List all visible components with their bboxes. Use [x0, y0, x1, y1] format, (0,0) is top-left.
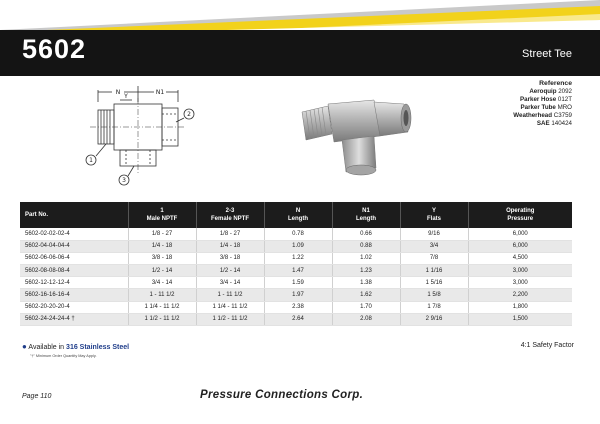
table-cell: 7/8 — [400, 252, 468, 264]
table-cell: 1 1/4 - 11 1/2 — [196, 301, 264, 313]
column-header-female-nptf: 2-3 Female NPTF — [196, 202, 264, 228]
table-cell: 0.66 — [332, 228, 400, 240]
table-cell: 3/8 - 18 — [128, 252, 196, 264]
table-cell: 1/2 - 14 — [128, 265, 196, 277]
table-cell: 1.47 — [264, 265, 332, 277]
availability-note — [22, 342, 129, 351]
table-cell: 3/4 - 14 — [128, 277, 196, 289]
table-cell: 3/8 - 18 — [196, 252, 264, 264]
table-cell: 0.88 — [332, 240, 400, 252]
callout-3-label: 3 — [122, 177, 126, 184]
table-cell: 1.23 — [332, 265, 400, 277]
table-cell: 1 1/16 — [400, 265, 468, 277]
table-cell: 1.59 — [264, 277, 332, 289]
safety-factor-note: 4:1 Safety Factor — [520, 342, 574, 349]
availability-prefix: Available in — [28, 344, 65, 351]
table-cell: 1 7/8 — [400, 301, 468, 313]
table-cell: 2 9/16 — [400, 313, 468, 325]
reference-row: Parker Hose 012T — [520, 96, 572, 103]
table-row — [20, 228, 572, 240]
company-name: Pressure Connections Corp. — [200, 389, 364, 401]
reference-row: Aeroquip 2092 — [529, 88, 572, 95]
table-cell: 1/4 - 18 — [128, 240, 196, 252]
street-tee-product-photo — [296, 92, 414, 178]
table-cell: 5602-12-12-12-4 — [20, 277, 128, 289]
column-header-operating-pressure: Operating Pressure — [468, 202, 572, 228]
column-header-n-length: N Length — [264, 202, 332, 228]
table-cell: 5602-04-04-04-4 — [20, 240, 128, 252]
column-header-male-nptf: 1 Male NPTF — [128, 202, 196, 228]
table-cell: 1 5/8 — [400, 289, 468, 301]
reference-row: Weatherhead C3759 — [513, 112, 572, 119]
table-row — [20, 265, 572, 277]
table-cell: 5602-08-08-08-4 — [20, 265, 128, 277]
table-cell: 5602-06-06-06-4 — [20, 252, 128, 264]
table-row — [20, 289, 572, 301]
table-row — [20, 252, 572, 264]
table-cell: 1,800 — [468, 301, 572, 313]
table-cell: 6,000 — [468, 228, 572, 240]
table-cell: 2.08 — [332, 313, 400, 325]
table-cell: 1 5/16 — [400, 277, 468, 289]
table-cell: 1 1/2 - 11 1/2 — [128, 313, 196, 325]
reference-title: Reference — [539, 80, 572, 87]
specification-table — [20, 202, 572, 326]
street-tee-technical-drawing — [76, 82, 226, 187]
dimension-y-label: Y — [124, 93, 128, 100]
minimum-order-footnote: "†" Minimum Order Quantity May Apply. — [30, 354, 97, 358]
table-cell: 5602-16-16-16-4 — [20, 289, 128, 301]
table-row — [20, 277, 572, 289]
table-cell: 2.38 — [264, 301, 332, 313]
bullet-icon: ● — [22, 342, 27, 351]
table-row — [20, 301, 572, 313]
dimension-n-label: N — [115, 89, 121, 96]
table-cell: 3/4 - 14 — [196, 277, 264, 289]
table-cell: 1 - 11 1/2 — [196, 289, 264, 301]
table-cell: 3,000 — [468, 265, 572, 277]
page-number: Page 110 — [22, 393, 52, 400]
part-number-title: 5602 — [22, 34, 87, 64]
table-cell: 1,500 — [468, 313, 572, 325]
reference-block — [513, 80, 572, 128]
dimension-n1-label: N1 — [155, 89, 165, 96]
table-cell: 5602-20-20-20-4 — [20, 301, 128, 313]
table-cell: 1.97 — [264, 289, 332, 301]
column-header-n1-length: N1 Length — [332, 202, 400, 228]
table-cell: 3,000 — [468, 277, 572, 289]
table-cell: 1 - 11 1/2 — [128, 289, 196, 301]
header-bar — [0, 30, 600, 76]
table-cell: 1 1/2 - 11 1/2 — [196, 313, 264, 325]
table-row — [20, 240, 572, 252]
availability-material: 316 Stainless Steel — [66, 344, 130, 351]
table-cell: 5602-02-02-02-4 — [20, 228, 128, 240]
column-header-part-no: Part No. — [20, 202, 128, 228]
table-cell: 0.78 — [264, 228, 332, 240]
table-cell: 1.02 — [332, 252, 400, 264]
table-cell: 1/4 - 18 — [196, 240, 264, 252]
table-cell: 3/4 — [400, 240, 468, 252]
table-cell: 1.62 — [332, 289, 400, 301]
table-cell: 1.09 — [264, 240, 332, 252]
table-cell: 2.64 — [264, 313, 332, 325]
table-cell: 5602-24-24-24-4 † — [20, 313, 128, 325]
callout-2-label: 2 — [187, 111, 191, 118]
table-cell: 1/8 - 27 — [128, 228, 196, 240]
column-header-y-flats: Y Flats — [400, 202, 468, 228]
table-cell: 1/2 - 14 — [196, 265, 264, 277]
table-cell: 1/8 - 27 — [196, 228, 264, 240]
table-cell: 1.22 — [264, 252, 332, 264]
part-description: Street Tee — [522, 48, 572, 60]
callout-1-label: 1 — [89, 157, 93, 164]
table-cell: 1.70 — [332, 301, 400, 313]
table-row — [20, 313, 572, 325]
table-cell: 2,200 — [468, 289, 572, 301]
reference-row: SAE 140424 — [536, 120, 572, 127]
table-cell: 1 1/4 - 11 1/2 — [128, 301, 196, 313]
table-cell: 6,000 — [468, 240, 572, 252]
table-cell: 4,500 — [468, 252, 572, 264]
table-cell: 9/16 — [400, 228, 468, 240]
table-cell: 1.38 — [332, 277, 400, 289]
table-header-row — [20, 202, 572, 228]
reference-row: Parker Tube MRO — [520, 104, 572, 111]
